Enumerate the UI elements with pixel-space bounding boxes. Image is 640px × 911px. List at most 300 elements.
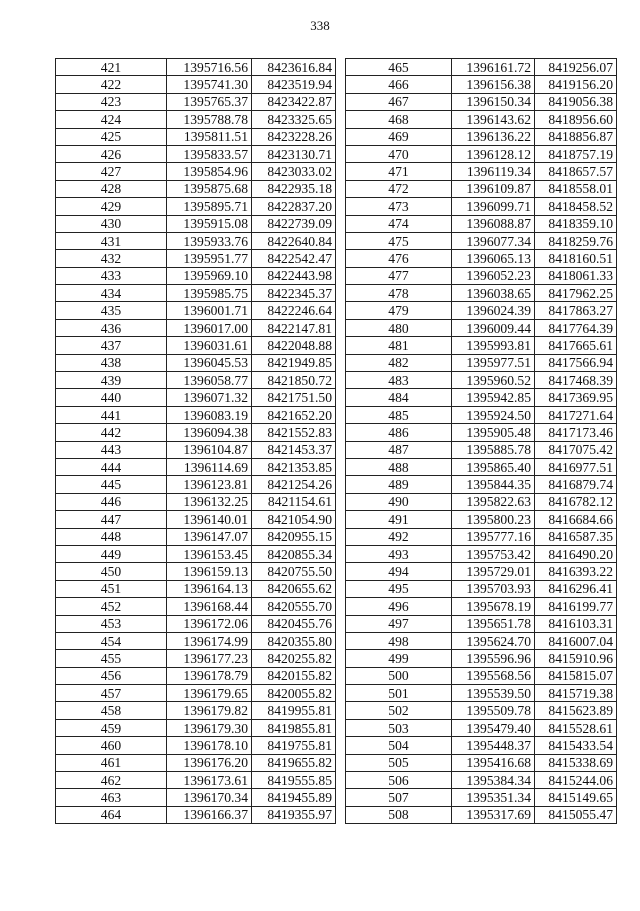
- y-coordinate-cell: 8422837.20: [252, 198, 336, 215]
- x-coordinate-cell: 1395777.16: [452, 528, 535, 545]
- table-row: [346, 476, 617, 493]
- table-row: [346, 458, 617, 475]
- y-coordinate-cell: 8418757.19: [535, 145, 617, 162]
- y-coordinate-cell: 8420455.76: [252, 615, 336, 632]
- y-coordinate-cell: 8422048.88: [252, 337, 336, 354]
- y-coordinate-cell: 8416587.35: [535, 528, 617, 545]
- y-coordinate-cell: 8415719.38: [535, 685, 617, 702]
- point-number-cell: 500: [346, 667, 452, 684]
- y-coordinate-cell: 8419156.20: [535, 76, 617, 93]
- table-row: [346, 337, 617, 354]
- y-coordinate-cell: 8415244.06: [535, 772, 617, 789]
- x-coordinate-cell: 1396065.13: [452, 250, 535, 267]
- point-number-cell: 441: [56, 406, 167, 423]
- point-number-cell: 501: [346, 685, 452, 702]
- point-number-cell: 491: [346, 511, 452, 528]
- table-row: [56, 650, 336, 667]
- point-number-cell: 483: [346, 372, 452, 389]
- x-coordinate-cell: 1396176.20: [167, 754, 252, 771]
- x-coordinate-cell: 1395865.40: [452, 458, 535, 475]
- y-coordinate-cell: 8423130.71: [252, 145, 336, 162]
- x-coordinate-cell: 1396038.65: [452, 285, 535, 302]
- y-coordinate-cell: 8422246.64: [252, 302, 336, 319]
- table-row: [346, 267, 617, 284]
- y-coordinate-cell: 8422542.47: [252, 250, 336, 267]
- table-row: [56, 511, 336, 528]
- point-number-cell: 448: [56, 528, 167, 545]
- point-number-cell: 431: [56, 232, 167, 249]
- table-row: [346, 563, 617, 580]
- x-coordinate-cell: 1395416.68: [452, 754, 535, 771]
- point-number-cell: 498: [346, 632, 452, 649]
- x-coordinate-cell: 1396159.13: [167, 563, 252, 580]
- x-coordinate-cell: 1395933.76: [167, 232, 252, 249]
- point-number-cell: 458: [56, 702, 167, 719]
- y-coordinate-cell: 8416103.31: [535, 615, 617, 632]
- x-coordinate-cell: 1395905.48: [452, 424, 535, 441]
- point-number-cell: 507: [346, 789, 452, 806]
- x-coordinate-cell: 1395854.96: [167, 163, 252, 180]
- point-number-cell: 425: [56, 128, 167, 145]
- y-coordinate-cell: 8422345.37: [252, 285, 336, 302]
- x-coordinate-cell: 1395993.81: [452, 337, 535, 354]
- x-coordinate-cell: 1396161.72: [452, 59, 535, 76]
- table-row: [56, 128, 336, 145]
- point-number-cell: 445: [56, 476, 167, 493]
- point-number-cell: 454: [56, 632, 167, 649]
- x-coordinate-cell: 1396140.01: [167, 511, 252, 528]
- x-coordinate-cell: 1395539.50: [452, 685, 535, 702]
- table-row: [56, 598, 336, 615]
- point-number-cell: 423: [56, 93, 167, 110]
- coordinate-table-right: [345, 58, 617, 824]
- x-coordinate-cell: 1395384.34: [452, 772, 535, 789]
- point-number-cell: 505: [346, 754, 452, 771]
- table-row: [346, 441, 617, 458]
- point-number-cell: 470: [346, 145, 452, 162]
- point-number-cell: 467: [346, 93, 452, 110]
- x-coordinate-cell: 1396077.34: [452, 232, 535, 249]
- table-row: [56, 685, 336, 702]
- point-number-cell: 464: [56, 806, 167, 823]
- y-coordinate-cell: 8418061.33: [535, 267, 617, 284]
- table-row: [56, 145, 336, 162]
- point-number-cell: 460: [56, 737, 167, 754]
- x-coordinate-cell: 1395985.75: [167, 285, 252, 302]
- x-coordinate-cell: 1396119.34: [452, 163, 535, 180]
- table-row: [56, 563, 336, 580]
- x-coordinate-cell: 1395351.34: [452, 789, 535, 806]
- y-coordinate-cell: 8415623.89: [535, 702, 617, 719]
- table-row: [56, 493, 336, 510]
- x-coordinate-cell: 1395924.50: [452, 406, 535, 423]
- y-coordinate-cell: 8417468.39: [535, 372, 617, 389]
- table-row: [346, 372, 617, 389]
- table-row: [346, 76, 617, 93]
- y-coordinate-cell: 8418856.87: [535, 128, 617, 145]
- point-number-cell: 456: [56, 667, 167, 684]
- y-coordinate-cell: 8420355.80: [252, 632, 336, 649]
- point-number-cell: 444: [56, 458, 167, 475]
- y-coordinate-cell: 8416393.22: [535, 563, 617, 580]
- point-number-cell: 440: [56, 389, 167, 406]
- x-coordinate-cell: 1395678.19: [452, 598, 535, 615]
- point-number-cell: 452: [56, 598, 167, 615]
- table-row: [56, 702, 336, 719]
- table-row: [346, 111, 617, 128]
- y-coordinate-cell: 8415528.61: [535, 719, 617, 736]
- table-row: [56, 163, 336, 180]
- table-row: [56, 93, 336, 110]
- x-coordinate-cell: 1396128.12: [452, 145, 535, 162]
- x-coordinate-cell: 1395741.30: [167, 76, 252, 93]
- x-coordinate-cell: 1396088.87: [452, 215, 535, 232]
- y-coordinate-cell: 8423033.02: [252, 163, 336, 180]
- point-number-cell: 508: [346, 806, 452, 823]
- point-number-cell: 481: [346, 337, 452, 354]
- x-coordinate-cell: 1396083.19: [167, 406, 252, 423]
- point-number-cell: 457: [56, 685, 167, 702]
- x-coordinate-cell: 1396132.25: [167, 493, 252, 510]
- x-coordinate-cell: 1395811.51: [167, 128, 252, 145]
- x-coordinate-cell: 1395960.52: [452, 372, 535, 389]
- x-coordinate-cell: 1396166.37: [167, 806, 252, 823]
- point-number-cell: 490: [346, 493, 452, 510]
- y-coordinate-cell: 8419455.89: [252, 789, 336, 806]
- x-coordinate-cell: 1395765.37: [167, 93, 252, 110]
- x-coordinate-cell: 1395885.78: [452, 441, 535, 458]
- y-coordinate-cell: 8418956.60: [535, 111, 617, 128]
- table-row: [56, 424, 336, 441]
- point-number-cell: 455: [56, 650, 167, 667]
- y-coordinate-cell: 8415055.47: [535, 806, 617, 823]
- table-row: [56, 806, 336, 823]
- x-coordinate-cell: 1395800.23: [452, 511, 535, 528]
- x-coordinate-cell: 1396156.38: [452, 76, 535, 93]
- coordinate-table-left: [55, 58, 336, 824]
- x-coordinate-cell: 1395951.77: [167, 250, 252, 267]
- table-row: [56, 198, 336, 215]
- table-row: [346, 772, 617, 789]
- x-coordinate-cell: 1396024.39: [452, 302, 535, 319]
- y-coordinate-cell: 8421751.50: [252, 389, 336, 406]
- y-coordinate-cell: 8418558.01: [535, 180, 617, 197]
- x-coordinate-cell: 1395977.51: [452, 354, 535, 371]
- y-coordinate-cell: 8420755.50: [252, 563, 336, 580]
- table-row: [346, 702, 617, 719]
- x-coordinate-cell: 1396174.99: [167, 632, 252, 649]
- x-coordinate-cell: 1396170.34: [167, 789, 252, 806]
- table-row: [56, 737, 336, 754]
- point-number-cell: 442: [56, 424, 167, 441]
- point-number-cell: 478: [346, 285, 452, 302]
- table-row: [56, 580, 336, 597]
- point-number-cell: 487: [346, 441, 452, 458]
- y-coordinate-cell: 8423228.26: [252, 128, 336, 145]
- x-coordinate-cell: 1396031.61: [167, 337, 252, 354]
- y-coordinate-cell: 8422935.18: [252, 180, 336, 197]
- x-coordinate-cell: 1395624.70: [452, 632, 535, 649]
- y-coordinate-cell: 8417173.46: [535, 424, 617, 441]
- y-coordinate-cell: 8416199.77: [535, 598, 617, 615]
- table-row: [346, 180, 617, 197]
- point-number-cell: 433: [56, 267, 167, 284]
- y-coordinate-cell: 8417962.25: [535, 285, 617, 302]
- x-coordinate-cell: 1396052.23: [452, 267, 535, 284]
- table-row: [56, 372, 336, 389]
- x-coordinate-cell: 1396009.44: [452, 319, 535, 336]
- table-body-right: [346, 59, 617, 824]
- point-number-cell: 497: [346, 615, 452, 632]
- table-row: [346, 598, 617, 615]
- table-row: [346, 580, 617, 597]
- point-number-cell: 489: [346, 476, 452, 493]
- x-coordinate-cell: 1396123.81: [167, 476, 252, 493]
- point-number-cell: 499: [346, 650, 452, 667]
- x-coordinate-cell: 1395915.08: [167, 215, 252, 232]
- y-coordinate-cell: 8416007.04: [535, 632, 617, 649]
- y-coordinate-cell: 8421254.26: [252, 476, 336, 493]
- point-number-cell: 451: [56, 580, 167, 597]
- table-row: [346, 789, 617, 806]
- y-coordinate-cell: 8421552.83: [252, 424, 336, 441]
- point-number-cell: 494: [346, 563, 452, 580]
- table-row: [346, 198, 617, 215]
- y-coordinate-cell: 8416490.20: [535, 545, 617, 562]
- x-coordinate-cell: 1396017.00: [167, 319, 252, 336]
- table-row: [56, 111, 336, 128]
- x-coordinate-cell: 1396178.79: [167, 667, 252, 684]
- point-number-cell: 492: [346, 528, 452, 545]
- x-coordinate-cell: 1396177.23: [167, 650, 252, 667]
- y-coordinate-cell: 8423519.94: [252, 76, 336, 93]
- table-row: [56, 267, 336, 284]
- point-number-cell: 504: [346, 737, 452, 754]
- y-coordinate-cell: 8423616.84: [252, 59, 336, 76]
- point-number-cell: 449: [56, 545, 167, 562]
- x-coordinate-cell: 1396150.34: [452, 93, 535, 110]
- y-coordinate-cell: 8418458.52: [535, 198, 617, 215]
- y-coordinate-cell: 8415149.65: [535, 789, 617, 806]
- x-coordinate-cell: 1395788.78: [167, 111, 252, 128]
- table-row: [346, 511, 617, 528]
- y-coordinate-cell: 8420055.82: [252, 685, 336, 702]
- point-number-cell: 427: [56, 163, 167, 180]
- x-coordinate-cell: 1395568.56: [452, 667, 535, 684]
- point-number-cell: 472: [346, 180, 452, 197]
- page-number: 338: [310, 18, 330, 33]
- table-row: [346, 667, 617, 684]
- y-coordinate-cell: 8422640.84: [252, 232, 336, 249]
- table-row: [346, 632, 617, 649]
- y-coordinate-cell: 8419755.81: [252, 737, 336, 754]
- y-coordinate-cell: 8418160.51: [535, 250, 617, 267]
- point-number-cell: 443: [56, 441, 167, 458]
- point-number-cell: 488: [346, 458, 452, 475]
- point-number-cell: 438: [56, 354, 167, 371]
- x-coordinate-cell: 1395844.35: [452, 476, 535, 493]
- table-row: [56, 389, 336, 406]
- x-coordinate-cell: 1396168.44: [167, 598, 252, 615]
- point-number-cell: 422: [56, 76, 167, 93]
- table-row: [56, 337, 336, 354]
- y-coordinate-cell: 8419955.81: [252, 702, 336, 719]
- point-number-cell: 429: [56, 198, 167, 215]
- table-row: [56, 76, 336, 93]
- x-coordinate-cell: 1395596.96: [452, 650, 535, 667]
- y-coordinate-cell: 8419655.82: [252, 754, 336, 771]
- y-coordinate-cell: 8419555.85: [252, 772, 336, 789]
- point-number-cell: 462: [56, 772, 167, 789]
- x-coordinate-cell: 1396179.65: [167, 685, 252, 702]
- point-number-cell: 484: [346, 389, 452, 406]
- point-number-cell: 463: [56, 789, 167, 806]
- table-row: [346, 806, 617, 823]
- point-number-cell: 453: [56, 615, 167, 632]
- x-coordinate-cell: 1396058.77: [167, 372, 252, 389]
- point-number-cell: 503: [346, 719, 452, 736]
- y-coordinate-cell: 8420255.82: [252, 650, 336, 667]
- point-number-cell: 447: [56, 511, 167, 528]
- point-number-cell: 469: [346, 128, 452, 145]
- point-number-cell: 461: [56, 754, 167, 771]
- point-number-cell: 446: [56, 493, 167, 510]
- point-number-cell: 450: [56, 563, 167, 580]
- x-coordinate-cell: 1396094.38: [167, 424, 252, 441]
- table-row: [56, 250, 336, 267]
- table-row: [346, 302, 617, 319]
- table-row: [346, 59, 617, 76]
- y-coordinate-cell: 8418359.10: [535, 215, 617, 232]
- table-row: [56, 59, 336, 76]
- x-coordinate-cell: 1396178.10: [167, 737, 252, 754]
- point-number-cell: 486: [346, 424, 452, 441]
- table-row: [56, 180, 336, 197]
- y-coordinate-cell: 8421652.20: [252, 406, 336, 423]
- y-coordinate-cell: 8421054.90: [252, 511, 336, 528]
- point-number-cell: 434: [56, 285, 167, 302]
- x-coordinate-cell: 1395448.37: [452, 737, 535, 754]
- table-row: [346, 93, 617, 110]
- x-coordinate-cell: 1396147.07: [167, 528, 252, 545]
- point-number-cell: 495: [346, 580, 452, 597]
- point-number-cell: 473: [346, 198, 452, 215]
- point-number-cell: 485: [346, 406, 452, 423]
- x-coordinate-cell: 1395729.01: [452, 563, 535, 580]
- table-row: [56, 772, 336, 789]
- x-coordinate-cell: 1395833.57: [167, 145, 252, 162]
- x-coordinate-cell: 1395716.56: [167, 59, 252, 76]
- y-coordinate-cell: 8417271.64: [535, 406, 617, 423]
- table-row: [346, 406, 617, 423]
- x-coordinate-cell: 1395651.78: [452, 615, 535, 632]
- y-coordinate-cell: 8416684.66: [535, 511, 617, 528]
- table-row: [346, 650, 617, 667]
- point-number-cell: 502: [346, 702, 452, 719]
- table-row: [56, 354, 336, 371]
- table-row: [56, 441, 336, 458]
- point-number-cell: 479: [346, 302, 452, 319]
- y-coordinate-cell: 8422739.09: [252, 215, 336, 232]
- table-row: [56, 789, 336, 806]
- table-row: [346, 215, 617, 232]
- y-coordinate-cell: 8416296.41: [535, 580, 617, 597]
- x-coordinate-cell: 1396136.22: [452, 128, 535, 145]
- table-row: [56, 302, 336, 319]
- table-row: [56, 719, 336, 736]
- point-number-cell: 437: [56, 337, 167, 354]
- table-row: [346, 250, 617, 267]
- x-coordinate-cell: 1395509.78: [452, 702, 535, 719]
- y-coordinate-cell: 8421453.37: [252, 441, 336, 458]
- y-coordinate-cell: 8415910.96: [535, 650, 617, 667]
- x-coordinate-cell: 1396179.82: [167, 702, 252, 719]
- y-coordinate-cell: 8416782.12: [535, 493, 617, 510]
- y-coordinate-cell: 8415815.07: [535, 667, 617, 684]
- table-row: [346, 232, 617, 249]
- x-coordinate-cell: 1396071.32: [167, 389, 252, 406]
- table-body-left: [56, 59, 336, 824]
- x-coordinate-cell: 1395969.10: [167, 267, 252, 284]
- table-row: [346, 737, 617, 754]
- point-number-cell: 432: [56, 250, 167, 267]
- table-row: [346, 424, 617, 441]
- y-coordinate-cell: 8418657.57: [535, 163, 617, 180]
- table-row: [56, 667, 336, 684]
- table-row: [346, 128, 617, 145]
- y-coordinate-cell: 8416977.51: [535, 458, 617, 475]
- x-coordinate-cell: 1396114.69: [167, 458, 252, 475]
- y-coordinate-cell: 8420155.82: [252, 667, 336, 684]
- point-number-cell: 493: [346, 545, 452, 562]
- table-row: [56, 232, 336, 249]
- table-row: [56, 632, 336, 649]
- table-row: [346, 389, 617, 406]
- y-coordinate-cell: 8419256.07: [535, 59, 617, 76]
- table-row: [346, 528, 617, 545]
- x-coordinate-cell: 1396099.71: [452, 198, 535, 215]
- point-number-cell: 421: [56, 59, 167, 76]
- x-coordinate-cell: 1395875.68: [167, 180, 252, 197]
- y-coordinate-cell: 8421850.72: [252, 372, 336, 389]
- y-coordinate-cell: 8415338.69: [535, 754, 617, 771]
- y-coordinate-cell: 8423325.65: [252, 111, 336, 128]
- x-coordinate-cell: 1395317.69: [452, 806, 535, 823]
- x-coordinate-cell: 1396172.06: [167, 615, 252, 632]
- table-row: [346, 285, 617, 302]
- point-number-cell: 424: [56, 111, 167, 128]
- table-row: [56, 319, 336, 336]
- y-coordinate-cell: 8421353.85: [252, 458, 336, 475]
- table-row: [346, 145, 617, 162]
- point-number-cell: 468: [346, 111, 452, 128]
- point-number-cell: 428: [56, 180, 167, 197]
- table-row: [56, 285, 336, 302]
- point-number-cell: 482: [346, 354, 452, 371]
- y-coordinate-cell: 8415433.54: [535, 737, 617, 754]
- point-number-cell: 466: [346, 76, 452, 93]
- x-coordinate-cell: 1396179.30: [167, 719, 252, 736]
- point-number-cell: 465: [346, 59, 452, 76]
- y-coordinate-cell: 8422147.81: [252, 319, 336, 336]
- x-coordinate-cell: 1395753.42: [452, 545, 535, 562]
- y-coordinate-cell: 8419056.38: [535, 93, 617, 110]
- x-coordinate-cell: 1396153.45: [167, 545, 252, 562]
- point-number-cell: 474: [346, 215, 452, 232]
- table-row: [56, 754, 336, 771]
- y-coordinate-cell: 8420555.70: [252, 598, 336, 615]
- table-row: [56, 615, 336, 632]
